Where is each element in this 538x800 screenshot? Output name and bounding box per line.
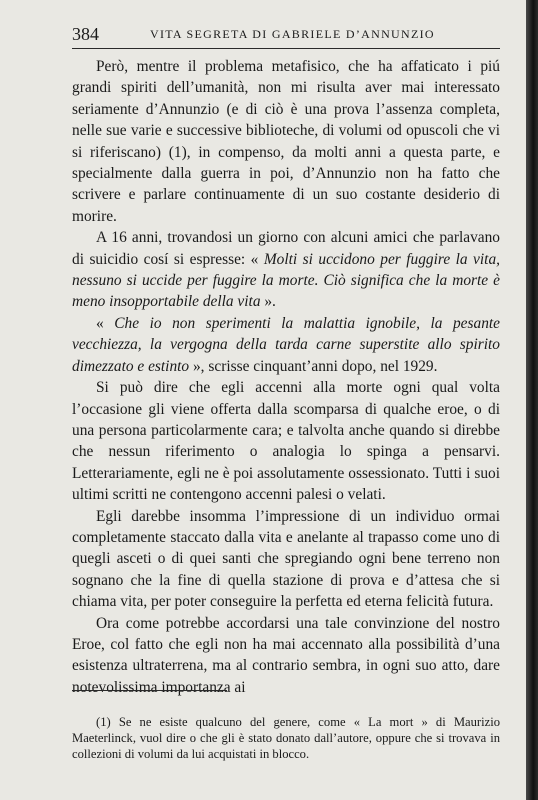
text-run: «	[96, 314, 115, 332]
paragraph	[72, 313, 500, 377]
page-number: 384	[72, 24, 99, 44]
page-header	[72, 22, 500, 49]
text-run: A 16 anni, trovandosi un giorno con alcuni amici che parlavano di suicidio cosí si espresse: «	[72, 229, 500, 268]
text-run: Ora come potrebbe accordarsi una tale convinzione del nostro Eroe, col fatto che egli non ha mai accennato alla possibilità d’una esistenza ultraterrena, ma al contrario sembra, in ogni suo atto, dare notevolissima importanza ai	[72, 614, 500, 696]
paragraph	[72, 613, 500, 699]
text-run: Però, mentre il problema metafisico, che ha affaticato i piú grandi spiriti dell’umanità, non mi risulta aver mai interessato seriamente d’Annunzio (e di ciò è una prova l’assenza completa, nelle sue varie e successive biblioteche, di volumi od opuscoli che vi si riferiscano) (1), in compenso, da molti anni a questa parte, e specialmente dalla guerra in poi, d’Annunzio non ha fatto che scrivere e parlare continuamente di un suo costante desiderio di morire.	[72, 58, 500, 225]
quotation: Molti si uccidono per fuggire la vita, nessuno si uccide per fuggire la morte. Ciò significa che la morte è meno insopportabile della vita	[72, 250, 500, 311]
footnote	[72, 714, 500, 763]
text-run: Egli darebbe insomma l’impressione di un individuo ormai completamente staccato dalla vita e anelante al trapasso come uno di quegli asceti o di quei santi che spregiando ogni bene terreno non sognano che la fine di quella stazione di prova e d’attesa che si chiama vita, per poter conseguire la perfetta ed eterna felicità futura.	[72, 507, 500, 611]
footnote-text: (1) Se ne esiste qualcuno del genere, come « La mort » di Maurizio Maeterlinck, vuol dire o che gli è stato donato dall’autore, oppure che si trovava in collezioni di volumi da lui acquistati in blocco.	[72, 715, 500, 762]
paragraph	[72, 56, 500, 227]
footnote-rule	[72, 690, 227, 691]
quotation: Che io non sperimenti la malattia ignobile, la pesante vecchiezza, la vergogna della tarda carne superstite allo spirito dimezzato e estinto	[72, 314, 501, 375]
text-run: Si può dire che egli accenni alla morte ogni qual volta l’occasione gli viene offerta dalla scomparsa di qualche eroe, o di una persona particolarmente cara; e talvolta anche quando si direbbe che nessun riferimento o analogia lo spinga a pensarvi. Letterariamente, egli ne è poi assolutamente ossessionato. Tutti i suoi ultimi scritti ne contengono accenni palesi o velati.	[72, 379, 500, 504]
book-edge-shadow	[526, 0, 538, 800]
paragraph	[72, 377, 500, 505]
body-text	[72, 56, 500, 698]
paragraph	[72, 506, 500, 613]
paragraph	[72, 227, 500, 313]
running-head: VITA SEGRETA DI GABRIELE D’ANNUNZIO	[150, 27, 435, 41]
text-run: ».	[260, 293, 276, 311]
text-run: », scrisse cinquant’anni dopo, nel 1929.	[189, 357, 438, 375]
